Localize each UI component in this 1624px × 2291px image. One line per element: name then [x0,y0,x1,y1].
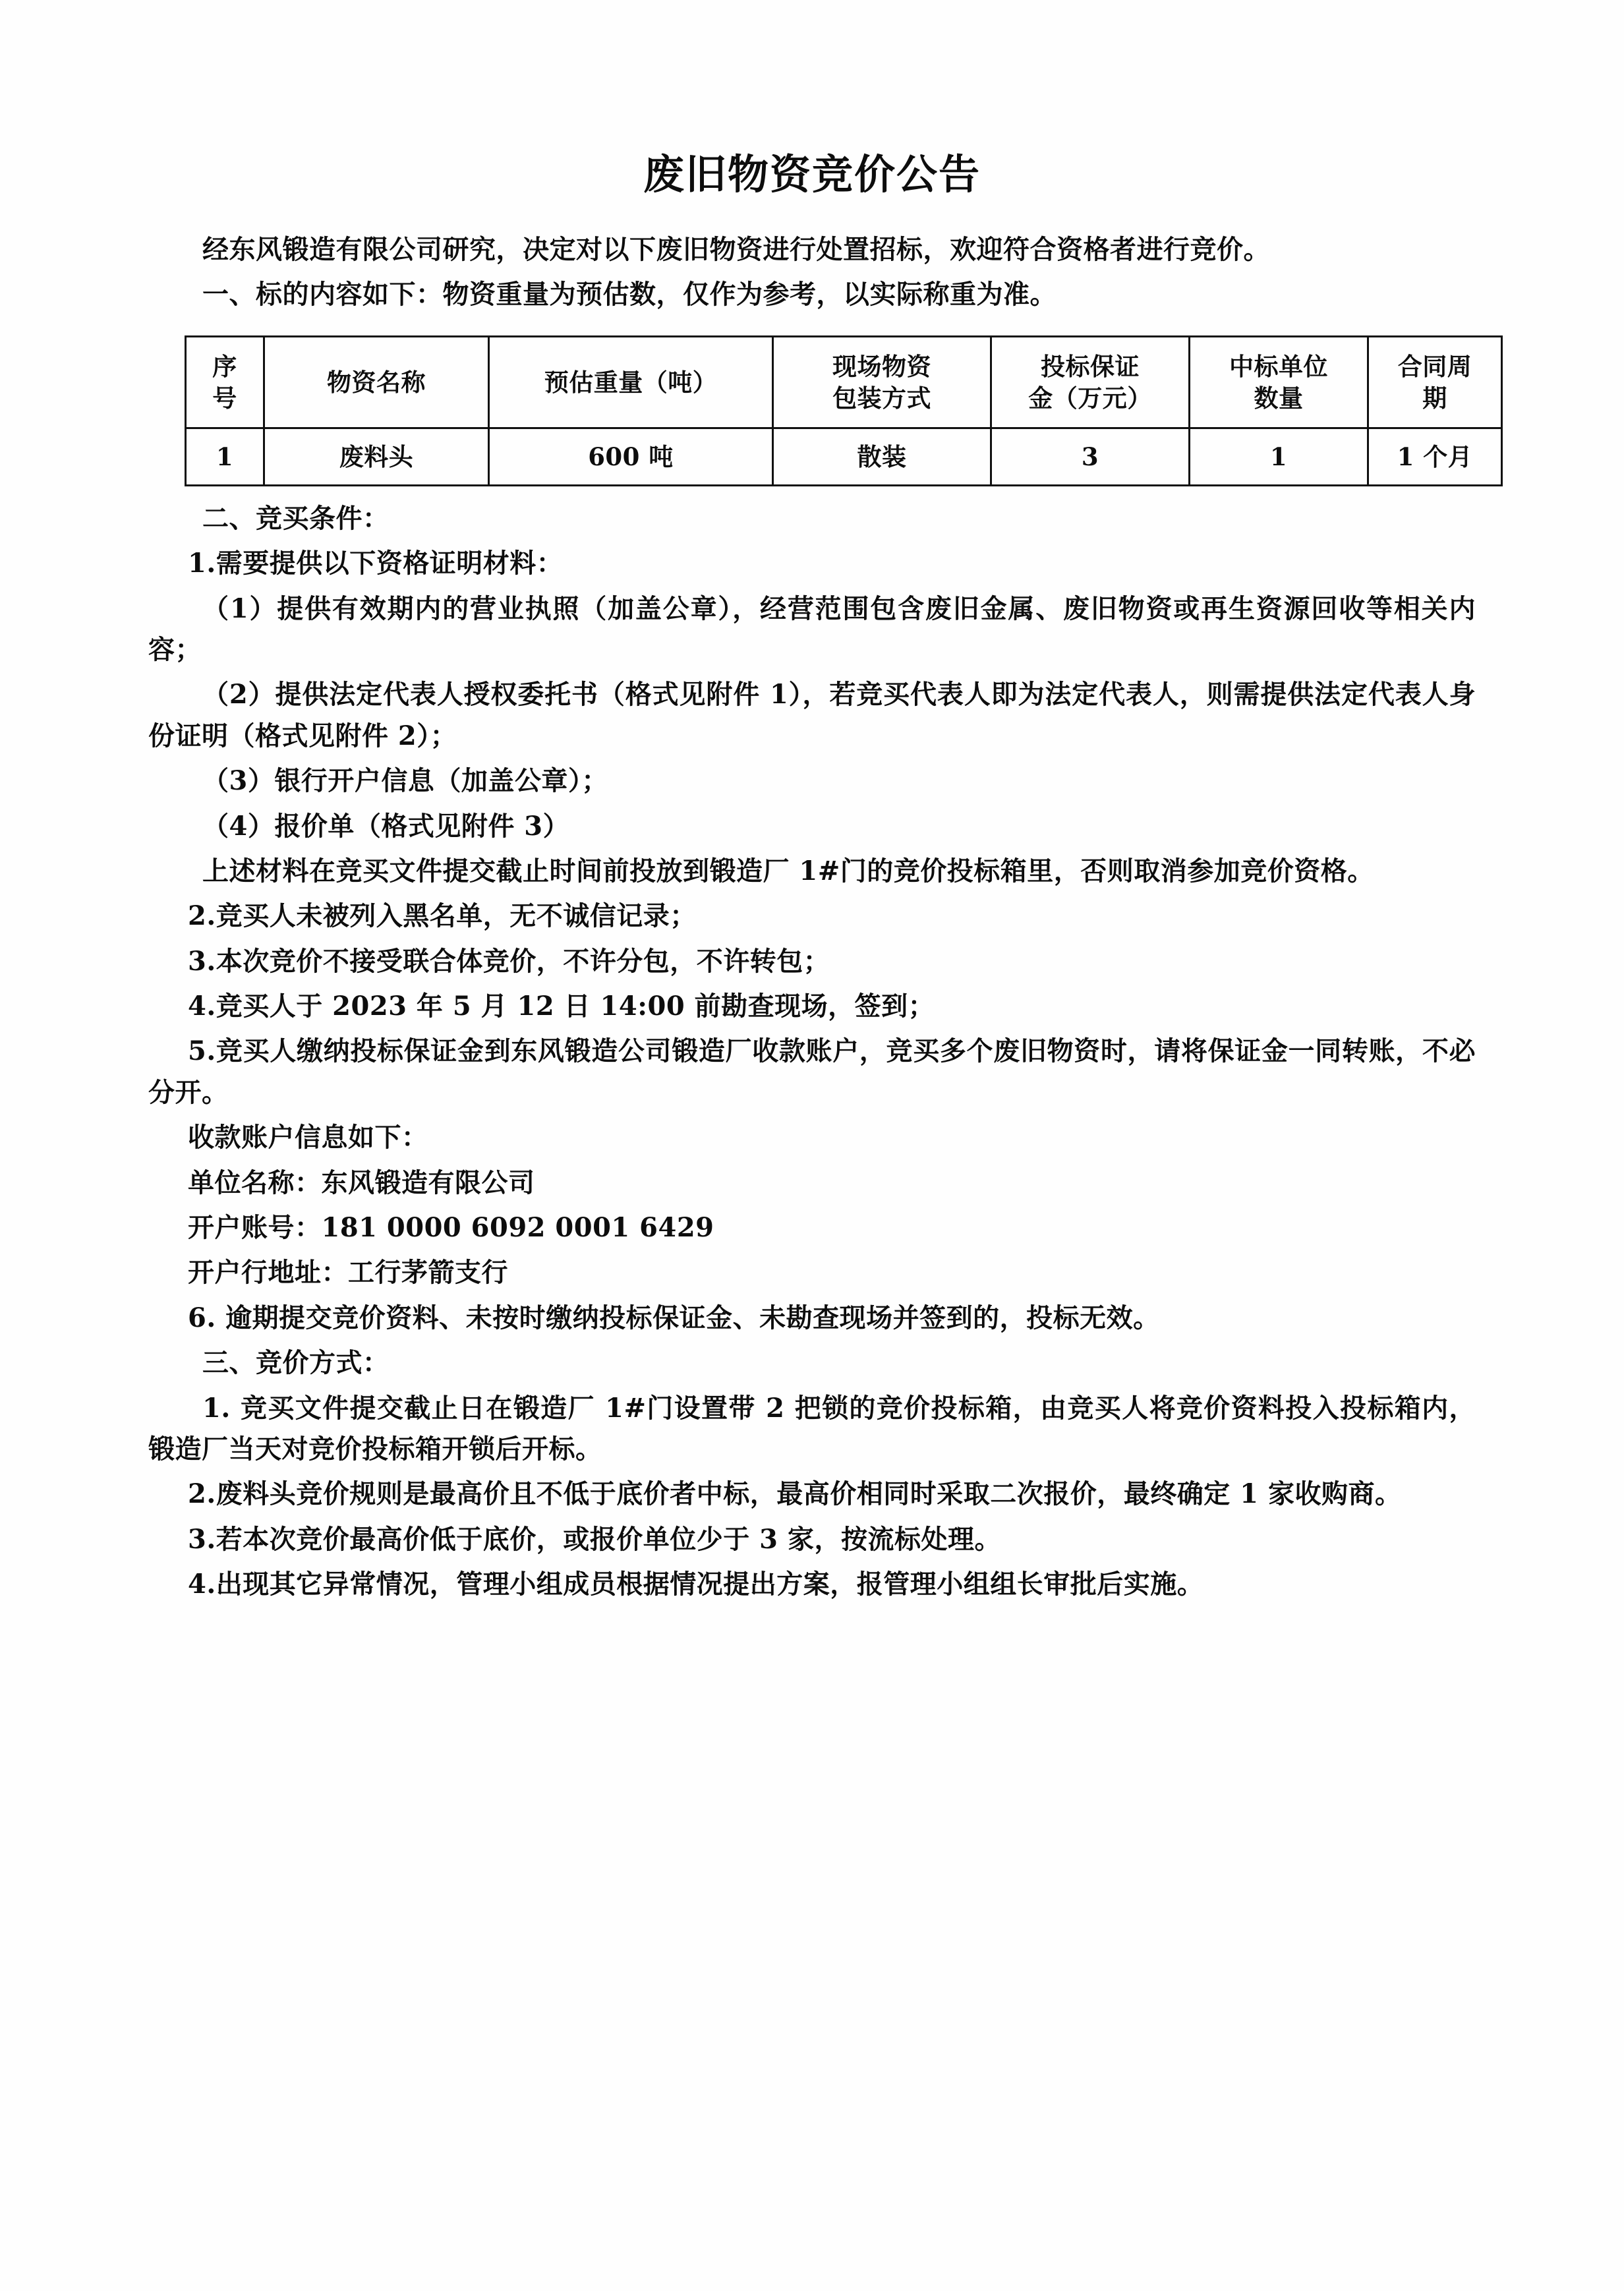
goods-table [185,335,1503,486]
method-item-4: 4.出现其它异常情况，管理小组成员根据情况提出方案，报管理小组组长审批后实施。 [188,1569,1204,1600]
intro-paragraph: 经东风锻造有限公司研究，决定对以下废旧物资进行处置招标，欢迎符合资格者进行竞价。 [202,234,1270,265]
condition-item-1-2: （2）提供法定代表人授权委托书（格式见附件 1），若竞买代表人即为法定代表人，则需提供法定代表人身份证明（格式见附件 2）； [148,679,1476,751]
table-header-line: 包装方式 [832,383,931,413]
table-header-line: 期 [1422,383,1447,413]
table-cell-name: 废料头 [264,428,489,485]
table-header-cell [489,336,773,428]
account-number: 开户账号：181 0000 6092 0001 6429 [188,1212,714,1244]
section-one-heading: 一、标的内容如下：物资重量为预估数，仅作为参考，以实际称重为准。 [202,279,1057,310]
table-header-line: 金（万元） [1028,383,1152,413]
table-header-line: 合同周 [1397,351,1472,381]
condition-item-2: 2.竞买人未被列入黑名单，无不诚信记录； [188,900,697,932]
table-header-cell [264,336,489,428]
method-item-3: 3.若本次竞价最高价低于底价，或报价单位少于 3 家，按流标处理。 [188,1523,1001,1555]
condition-item-5: 5.竞买人缴纳投标保证金到东风锻造公司锻造厂收款账户，竞买多个废旧物资时，请将保证金一同转账，不必分开。 [148,1035,1476,1108]
condition-item-1-3: （3）银行开户信息（加盖公章）； [202,765,608,797]
table-header-cell [1368,336,1502,428]
section-two-heading: 二、竞买条件： [202,502,390,534]
table-cell-weight: 600 吨 [489,428,773,485]
condition-item-4: 4.竞买人于 2023 年 5 月 12 日 14:00 前勘查现场，签到； [188,991,935,1022]
condition-item-1-1: （1）提供有效期内的营业执照（加盖公章），经营范围包含废旧金属、废旧物资或再生资源回收等相关内容； [148,593,1476,665]
condition-item-1-note: 上述材料在竞买文件提交截止时间前投放到锻造厂 1#门的竞价投标箱里，否则取消参加竞价资格。 [202,855,1374,886]
table-header-cell [773,336,991,428]
table-header-line: 现场物资 [832,351,931,381]
table-header-line: 投标保证 [1041,351,1140,381]
account-bank-address: 开户行地址：工行茅箭支行 [188,1257,508,1289]
table-cell-deposit: 3 [991,428,1190,485]
table-header-line: 数量 [1254,383,1304,413]
condition-item-3: 3.本次竞价不接受联合体竞价，不许分包，不许转包； [188,945,830,977]
section-three-heading: 三、竞价方式： [202,1347,390,1379]
page-title: 废旧物资竞价公告 [643,150,981,198]
table-header-row [186,336,1502,428]
account-heading: 收款账户信息如下： [188,1122,428,1153]
table-cell-index: 1 [186,428,264,485]
table-cell-period: 1 个月 [1368,428,1502,485]
account-company-name: 单位名称：东风锻造有限公司 [188,1167,535,1198]
table-header-line: 物资名称 [327,367,426,397]
table-row [186,428,1502,485]
table-cell-packaging: 散装 [773,428,991,485]
method-item-1: 1. 竞买文件提交截止日在锻造厂 1#门设置带 2 把锁的竞价投标箱，由竞买人将竞价资料投入投标箱内，锻造厂当天对竞价投标箱开锁后开标。 [148,1392,1476,1464]
table-cell-winner-count: 1 [1190,428,1368,485]
table-header-cell [991,336,1190,428]
table-header-line: 预估重量（吨） [544,367,718,397]
table-header-cell [1190,336,1368,428]
table-header-line: 序 [212,351,237,381]
table-header-line: 中标单位 [1229,351,1328,381]
table-header-line: 号 [212,383,237,413]
method-item-2: 2.废料头竞价规则是最高价且不低于底价者中标，最高价相同时采取二次报价，最终确定 1 家收购商。 [188,1478,1402,1510]
condition-item-1-4: （4）报价单（格式见附件 3） [202,810,570,842]
table-header-cell [186,336,264,428]
condition-item-6: 6. 逾期提交竞价资料、未按时缴纳投标保证金、未勘查现场并签到的，投标无效。 [188,1302,1160,1333]
condition-item-1: 1.需要提供以下资格证明材料： [188,548,564,579]
